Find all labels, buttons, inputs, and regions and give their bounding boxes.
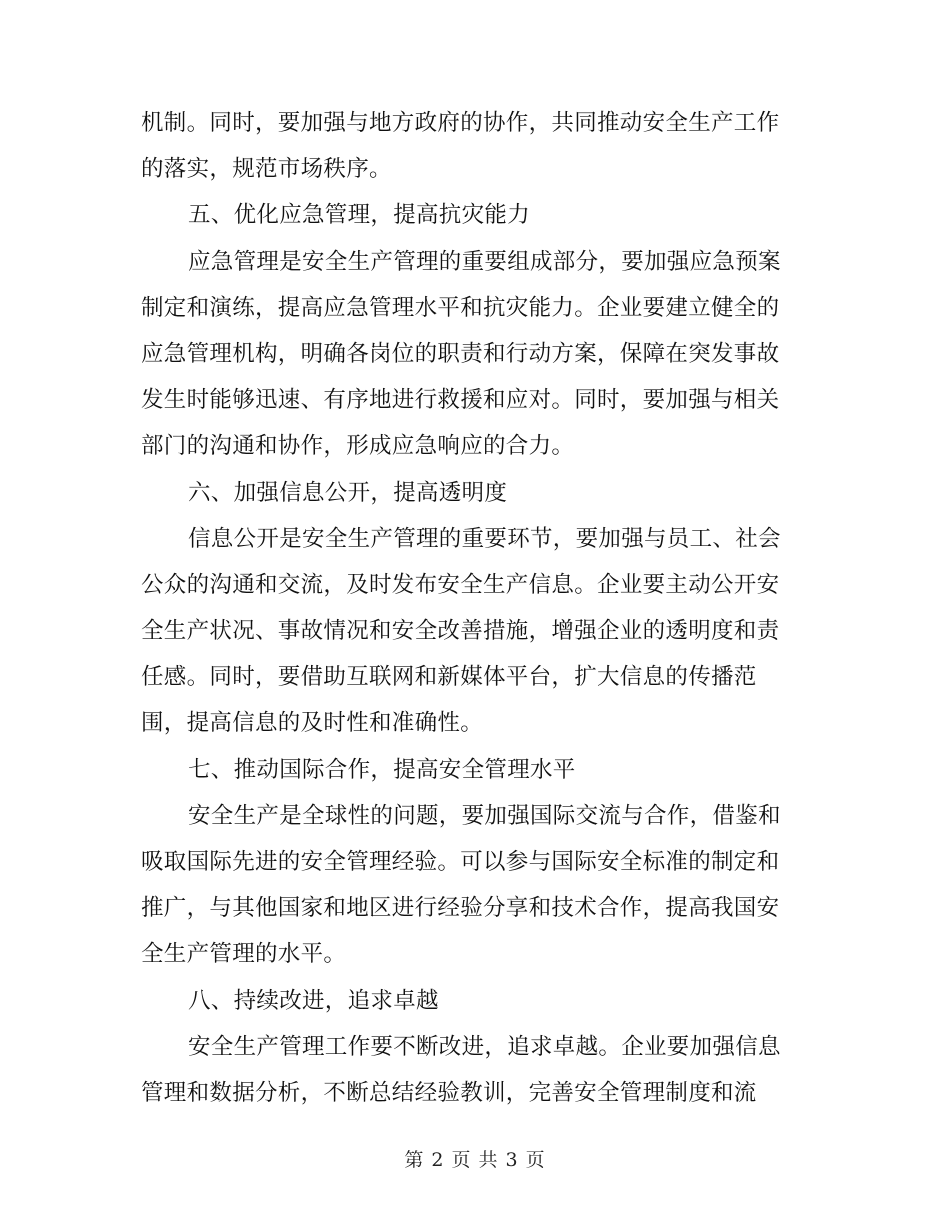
paragraph-line: 全生产状况、事故情况和安全改善措施，增强企业的透明度和责 xyxy=(141,618,780,645)
paragraph-line: 全生产管理的水平。 xyxy=(141,941,347,968)
paragraph-line: 应急管理是安全生产管理的重要组成部分，要加强应急预案 xyxy=(188,248,781,275)
paragraph-line: 机制。同时，要加强与地方政府的协作，共同推动安全生产工作 xyxy=(141,110,780,136)
paragraph-line: 推广，与其他国家和地区进行经验分享和技术合作，提高我国安 xyxy=(141,895,780,922)
paragraph-line: 围，提高信息的及时性和准确性。 xyxy=(141,710,484,737)
section-heading: 八、持续改进，追求卓越 xyxy=(188,987,439,1014)
paragraph-line: 安全生产管理工作要不断改进，追求卓越。企业要加强信息 xyxy=(188,1033,781,1060)
section-heading: 五、优化应急管理，提高抗灾能力 xyxy=(188,202,531,229)
section-heading: 七、推动国际合作，提高安全管理水平 xyxy=(188,756,576,783)
paragraph-line: 应急管理机构，明确各岗位的职责和行动方案，保障在突发事故 xyxy=(141,340,780,367)
paragraph-line: 安全生产是全球性的问题，要加强国际交流与合作，借鉴和 xyxy=(188,802,781,829)
page-number-footer: 第 2 页 共 3 页 xyxy=(404,1149,546,1171)
paragraph-line: 发生时能够迅速、有序地进行救援和应对。同时，要加强与相关 xyxy=(141,387,780,414)
paragraph-line: 的落实，规范市场秩序。 xyxy=(141,156,392,183)
paragraph-line: 信息公开是安全生产管理的重要环节，要加强与员工、社会 xyxy=(188,525,781,552)
paragraph-line: 制定和演练，提高应急管理水平和抗灾能力。企业要建立健全的 xyxy=(141,294,780,321)
paragraph-line: 任感。同时，要借助互联网和新媒体平台，扩大信息的传播范 xyxy=(141,664,757,691)
section-heading: 六、加强信息公开，提高透明度 xyxy=(188,479,508,506)
paragraph-line: 部门的沟通和协作，形成应急响应的合力。 xyxy=(141,433,575,460)
paragraph-line: 公众的沟通和交流，及时发布安全生产信息。企业要主动公开安 xyxy=(141,571,780,598)
paragraph-line: 管理和数据分析，不断总结经验教训，完善安全管理制度和流 xyxy=(141,1079,757,1106)
paragraph-line: 吸取国际先进的安全管理经验。可以参与国际安全标准的制定和 xyxy=(141,849,780,875)
document-body xyxy=(141,100,801,1116)
